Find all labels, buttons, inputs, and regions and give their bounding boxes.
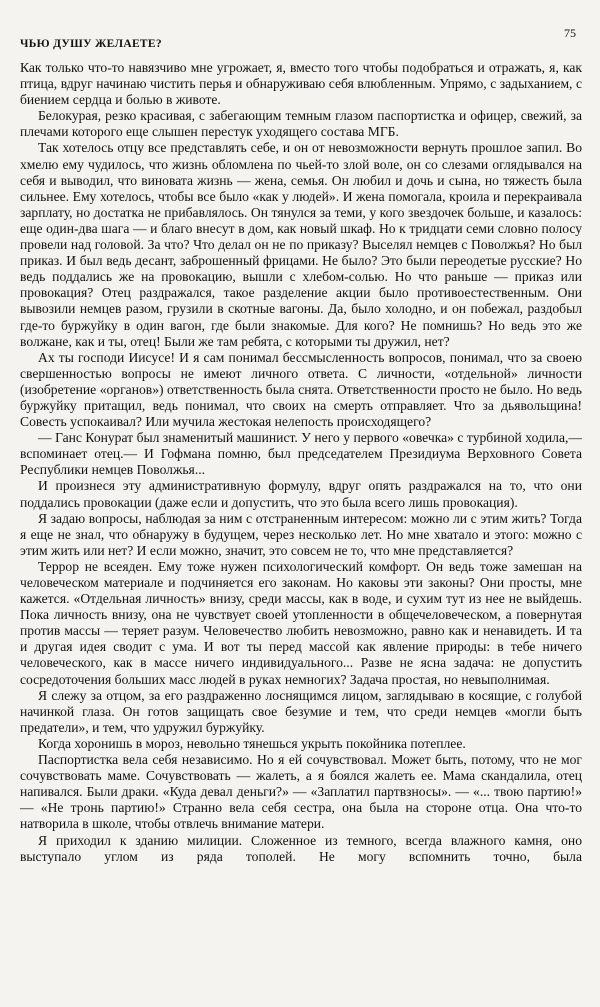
paragraph-1: Как только что-то навязчиво мне угрожает, я, вместо того чтобы подобраться и отражать, я, как птица, вдруг начинаю чистить перья и обнаруживаю себя влюбленным. Упрямо, с задыханием, с биением сердца и болью в животе. bbox=[20, 60, 582, 108]
paragraph-3: Так хотелось отцу все представлять себе, и он от невозможности вернуть прошлое запил. Во хмелю ему чудилось, что жизнь обломлена по чьей-то злой воле, он со слезами оглядывался на себя и выводил, что виновата жизнь — жена, семья. Он любил и дочь и сына, но тяжесть была сильнее. Ему хотелось, чтобы все было «как у людей». И жена помогала, кроила и перекраивала зарплату, но достатка не прибавлялось. Он тянулся за теми, у кого звездочек больше, и казалось: еще один-два шага — и благо внесут в дом, как новый шкаф. Но к тридцати семи словно полосу провели над головой. За что? Что делал он не по приказу? Выселял немцев с Поволжья? Но был приказ. И был ведь десант, заброшенный фрицами. Не было? Это были переодетые русские? Но ведь поддались же на провокацию, вышли с хлебом-солью. Но что раньше — приказ или провокация? Отец раздражался, такое разделение акции было противоестественным. Они вывозили немцев разом, грузили в скотные вагоны. Да, было холодно, и он побежал, раздобыл где-то буржуйку в один вагон, где были знакомые. Для кого? Не помнишь? Но ведь это же волжане, как и ты, отец! Были же там ребята, с которыми ты дружил, нет? bbox=[20, 140, 582, 349]
running-title: ЧЬЮ ДУШУ ЖЕЛАЕТЕ? bbox=[20, 38, 162, 50]
paragraph-10: Когда хоронишь в мороз, невольно тянешься укрыть покойника потеплее. bbox=[38, 735, 466, 751]
paragraph-4: Ах ты господи Иисусе! И я сам понимал бессмысленность вопросов, понимал, что за своею свершенностью вопросы не имеют личного ответа. С личности, «отдельной» личности (изобретение «органов») ответственность была снята. Ответственности просто не было. Но ведь буржуйку притащил, ведь понимал, что своих на смерть отправляет. Что за дьявольщина! Совесть успокаивал? Или мучила жестокая нелепость происходящего? bbox=[20, 349, 582, 430]
paragraph-6: И произнеся эту административную формулу, вдруг опять раздражался на то, что они поддались провокации (даже если и допустить, что это была всего лишь провокация). bbox=[20, 478, 582, 510]
page-header bbox=[20, 26, 582, 50]
paragraph-8: Террор не всеяден. Ему тоже нужен психологический комфорт. Он ведь тоже замешан на человеческом материале и подчиняется его законам. Но каковы эти законы? Они просты, мне кажется. «Отдельная личность» внизу, среди массы, как в воде, и сухим тут из нее не выйдешь. Пока личность внизу, она не чувствует своей утопленности в общечеловеческом, а повернутая против массы — теряет разум. Человечество любить невозможно, равно как и ненавидеть. И та и другая идея сводит с ума. И вот ты перед массой как явление природы: в тебе ничего человеческого, как в массе ничего индивидуального... Разве не ясна задача: не допустить сосредоточения больших масс людей в руках немногих? Задача простая, но невыполнимая. bbox=[20, 558, 582, 687]
paragraph-11: Паспортистка вела себя независимо. Но я ей сочувствовал. Может быть, потому, что не мог сочувствовать маме. Сочувствовать — жалеть, а я боялся жалеть ее. Мама скандалила, отец напивался. Были драки. «Куда девал деньги?» — «Заплатил партвзносы». — «... твою партию!» — «Не тронь партию!» Странно вела себя сестра, она была на стороне отца. Она что-то натворила в школе, чтобы отвлечь внимание матери. bbox=[20, 752, 582, 832]
page-number: 75 bbox=[564, 26, 576, 40]
paragraph-9: Я слежу за отцом, за его раздраженно лоснящимся лицом, заглядываю в косящие, с голубой начинкой глаза. Он готов защищать свое безумие и тем, что среди немцев «могли быть предатели», и тем, что удружил буржуйку. bbox=[20, 687, 582, 735]
paragraph-12: Я приходил к зданию милиции. Сложенное из темного, всегда влажного камня, оно выступало углом из ряда тополей. Не могу вспомнить точно, была bbox=[20, 832, 582, 864]
body-text bbox=[20, 60, 582, 865]
paragraph-5: — Ганс Конурат был знаменитый машинист. У него у первого «овечка» с турбиной ходила,— вспоминает отец.— И Гофмана помню, был председателем Президиума Верховного Совета Республики немцев Поволжья... bbox=[20, 430, 582, 478]
paragraph-7: Я задаю вопросы, наблюдая за ним с отстраненным интересом: можно ли с этим жить? Тогда я еще не знал, что обнаружу в будущем, через несколько лет. Но мне хватало и этого: можно с этим жить или нет? И если можно, значит, это совсем не то, что мне представляется? bbox=[20, 510, 582, 558]
paragraph-2: Белокурая, резко красивая, с забегающим темным глазом паспортистка и офицер, свежий, за плечами которого еще слышен перестук уходящего состава МГБ. bbox=[20, 108, 582, 140]
